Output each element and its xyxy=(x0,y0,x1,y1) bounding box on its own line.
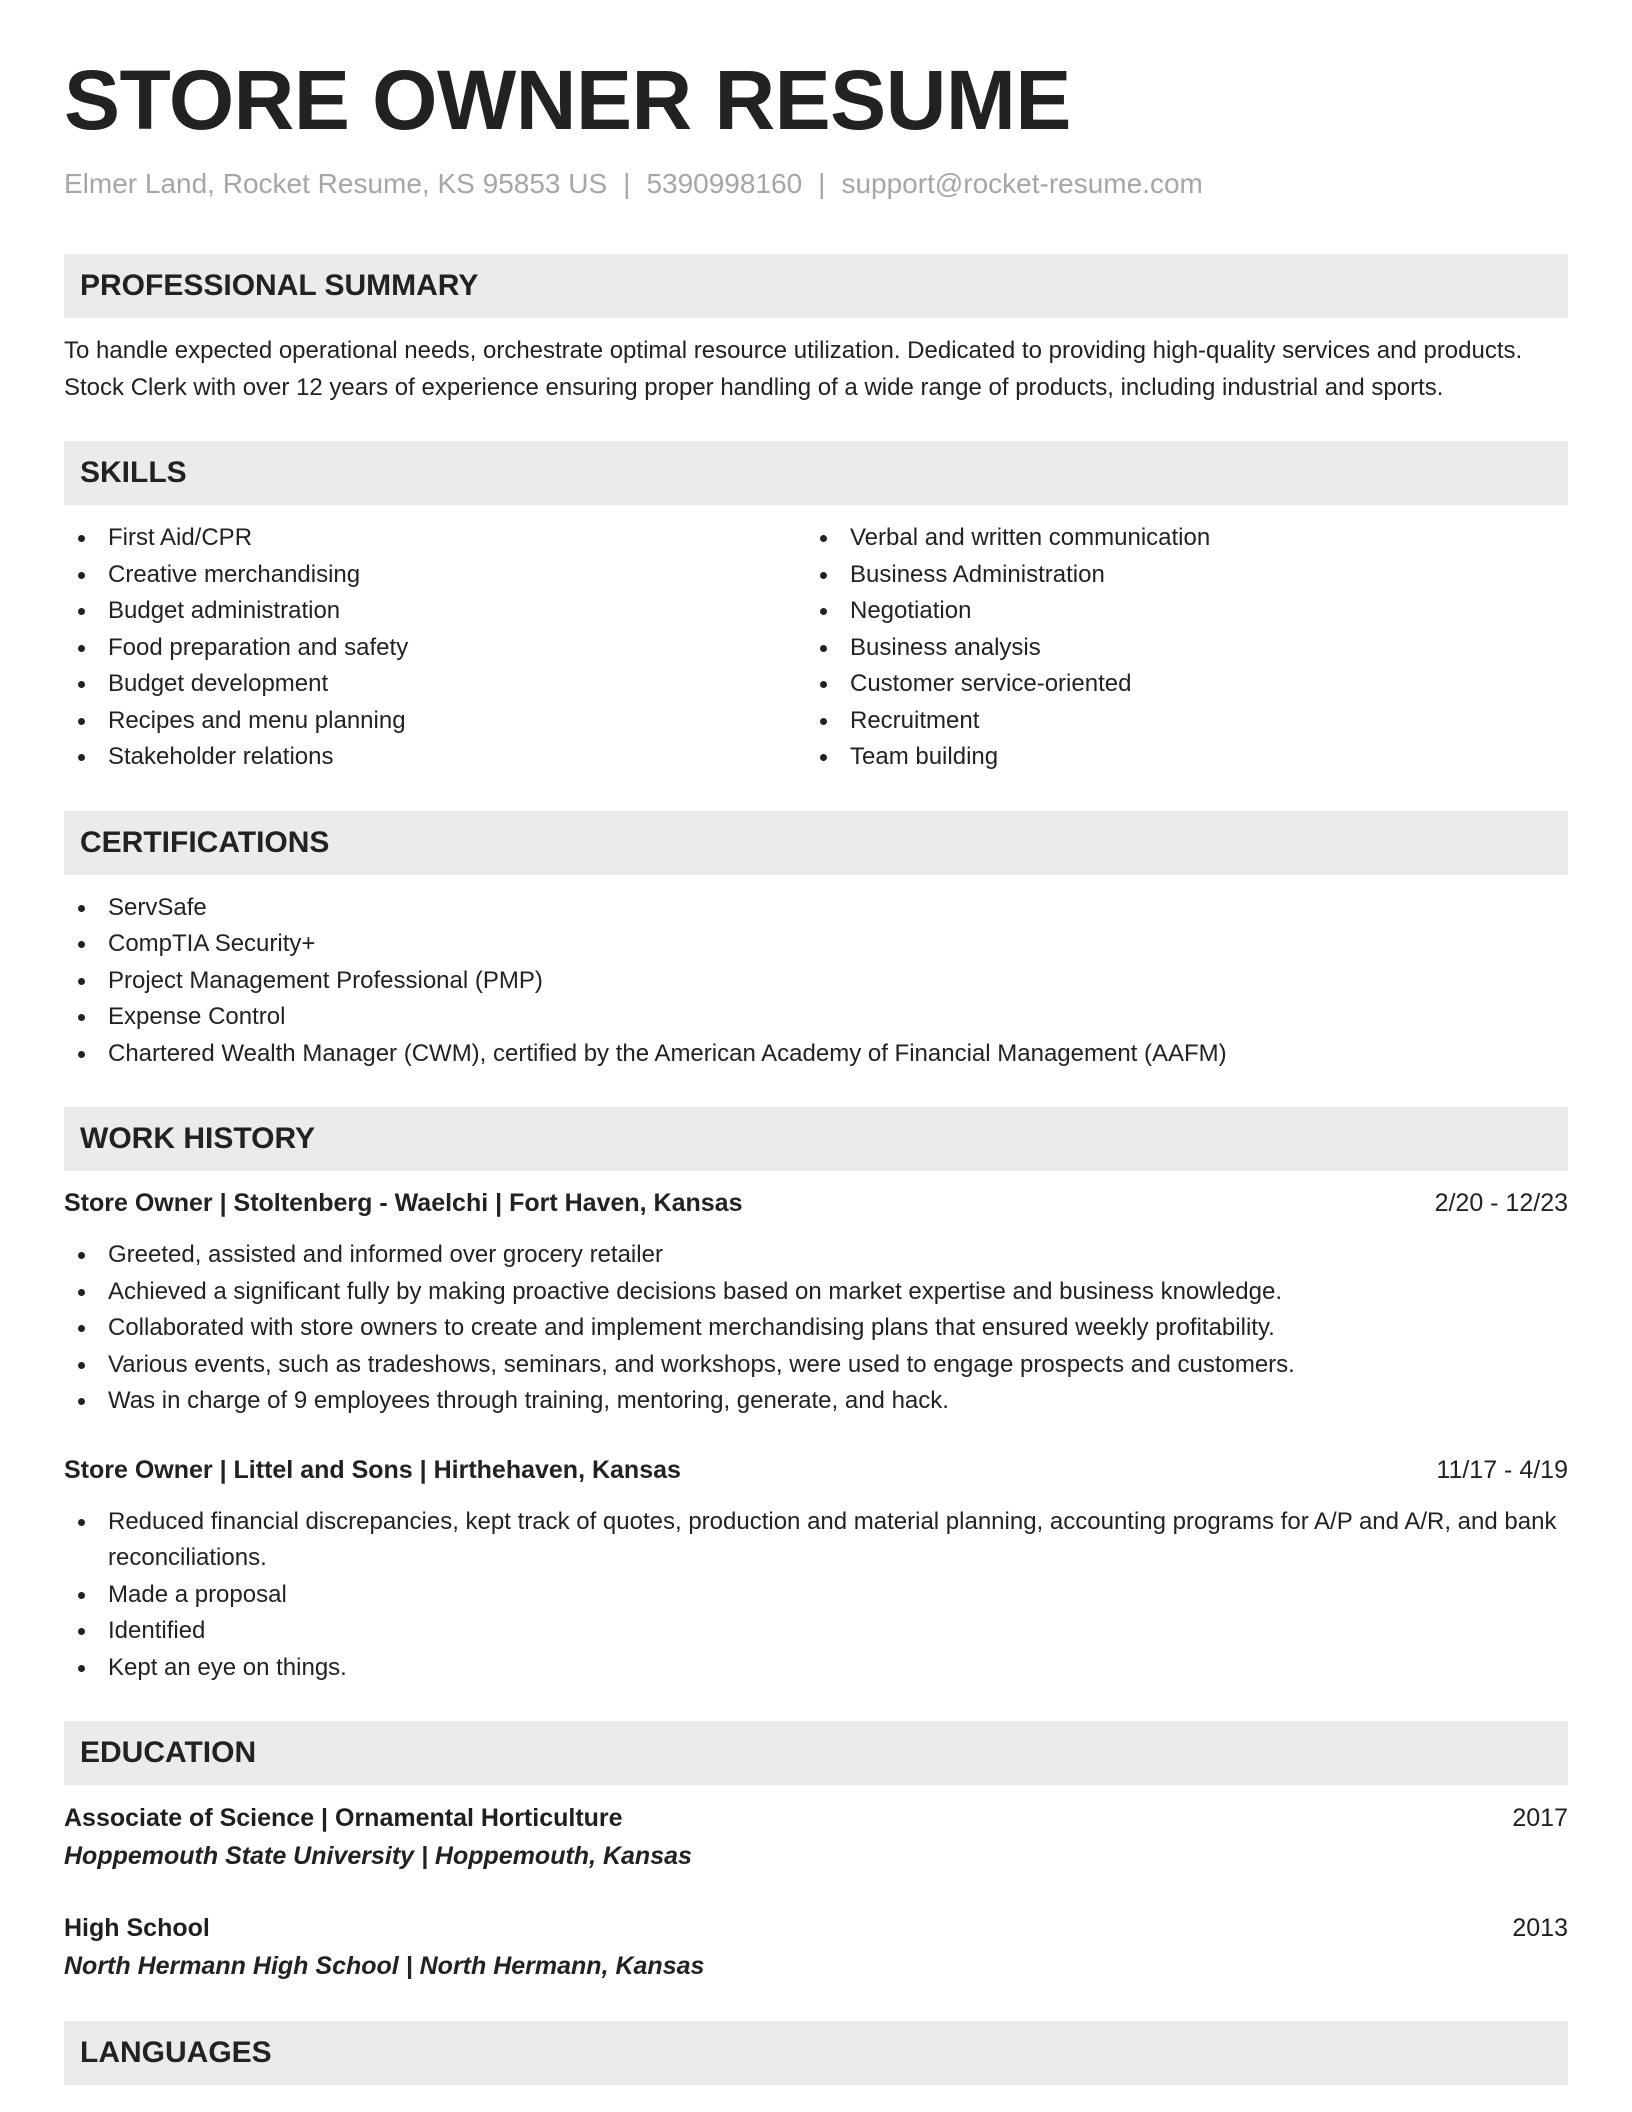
job-duty-item: Various events, such as tradeshows, seminars, and workshops, were used to engage prospects and customers. xyxy=(64,1347,1568,1384)
job-title: Store Owner | Littel and Sons | Hirthehaven, Kansas xyxy=(64,1455,681,1484)
skill-item: Stakeholder relations xyxy=(64,739,806,776)
education-entry-header xyxy=(64,1800,1568,1836)
skill-item: Customer service-oriented xyxy=(806,666,1548,703)
skill-item: Food preparation and safety xyxy=(64,630,806,667)
contact-phone: 5390998160 xyxy=(646,168,803,199)
certification-item: Expense Control xyxy=(64,999,1568,1036)
resume-page xyxy=(64,0,1568,2085)
section-header-education: EDUCATION xyxy=(64,1721,1568,1785)
contact-email: support@rocket-resume.com xyxy=(841,168,1203,199)
resume-title: STORE OWNER RESUME xyxy=(64,53,1071,147)
job-header xyxy=(64,1185,1568,1221)
skills-right-list xyxy=(806,520,1548,776)
education-year: 2013 xyxy=(1512,1914,1568,1942)
job-duty-item: Kept an eye on things. xyxy=(64,1650,1568,1687)
education-degree: Associate of Science | Ornamental Horticulture xyxy=(64,1804,623,1832)
section-header-languages: LANGUAGES xyxy=(64,2021,1568,2085)
education-degree: High School xyxy=(64,1914,210,1942)
contact-address: Elmer Land, Rocket Resume, KS 95853 US xyxy=(64,168,608,199)
skill-item: Business analysis xyxy=(806,630,1548,667)
contact-separator: | xyxy=(818,168,826,199)
skill-item: Recruitment xyxy=(806,703,1548,740)
skill-item: Recipes and menu planning xyxy=(64,703,806,740)
certification-item: ServSafe xyxy=(64,890,1568,927)
job-duty-item: Made a proposal xyxy=(64,1577,1568,1614)
job-duty-item: Was in charge of 9 employees through training, mentoring, generate, and hack. xyxy=(64,1383,1568,1420)
education-entry-header xyxy=(64,1910,1568,1946)
summary-text: To handle expected operational needs, orchestrate optimal resource utilization. Dedicated to providing high-quality services and products. Stock Clerk with over 12 years of experience ensuring proper handling of a wide range of products, including industrial and sports. xyxy=(64,337,1523,401)
certifications-list xyxy=(64,890,1568,1073)
skill-item: Business Administration xyxy=(806,557,1548,594)
job-duties-list xyxy=(64,1504,1568,1687)
section-header-certifications: CERTIFICATIONS xyxy=(64,811,1568,875)
education-school: Hoppemouth State University | Hoppemouth, Kansas xyxy=(64,1842,692,1870)
job-duty-item: Collaborated with store owners to create and implement merchandising plans that ensured weekly profitability. xyxy=(64,1310,1568,1347)
contact-separator: | xyxy=(623,168,631,199)
education-year: 2017 xyxy=(1512,1804,1568,1832)
job-duties-list xyxy=(64,1237,1568,1420)
skill-item: Negotiation xyxy=(806,593,1548,630)
skill-item: Team building xyxy=(806,739,1548,776)
job-duty-item: Reduced financial discrepancies, kept track of quotes, production and material planning, accounting programs for A/P and A/R, and bank reconciliations. xyxy=(64,1504,1568,1577)
certification-item: Chartered Wealth Manager (CWM), certified by the American Academy of Financial Management (AAFM) xyxy=(64,1036,1568,1073)
certification-item: CompTIA Security+ xyxy=(64,926,1568,963)
section-header-work-history: WORK HISTORY xyxy=(64,1107,1568,1171)
job-duty-item: Identified xyxy=(64,1613,1568,1650)
skill-item: Creative merchandising xyxy=(64,557,806,594)
job-duty-item: Greeted, assisted and informed over grocery retailer xyxy=(64,1237,1568,1274)
skills-columns xyxy=(64,520,1568,776)
job-dates: 11/17 - 4/19 xyxy=(1436,1455,1568,1484)
certification-item: Project Management Professional (PMP) xyxy=(64,963,1568,1000)
section-header-skills: SKILLS xyxy=(64,441,1568,505)
job-title: Store Owner | Stoltenberg - Waelchi | Fort Haven, Kansas xyxy=(64,1189,743,1217)
job-header xyxy=(64,1452,1568,1488)
education-school: North Hermann High School | North Hermann, Kansas xyxy=(64,1952,705,1980)
skills-left-list xyxy=(64,520,806,776)
skill-item: Budget development xyxy=(64,666,806,703)
contact-line xyxy=(64,166,1568,202)
section-header-summary: PROFESSIONAL SUMMARY xyxy=(64,254,1568,318)
skill-item: Budget administration xyxy=(64,593,806,630)
skill-item: Verbal and written communication xyxy=(806,520,1548,557)
job-duty-item: Achieved a significant fully by making proactive decisions based on market expertise and business knowledge. xyxy=(64,1274,1568,1311)
skill-item: First Aid/CPR xyxy=(64,520,806,557)
job-dates: 2/20 - 12/23 xyxy=(1434,1189,1568,1217)
